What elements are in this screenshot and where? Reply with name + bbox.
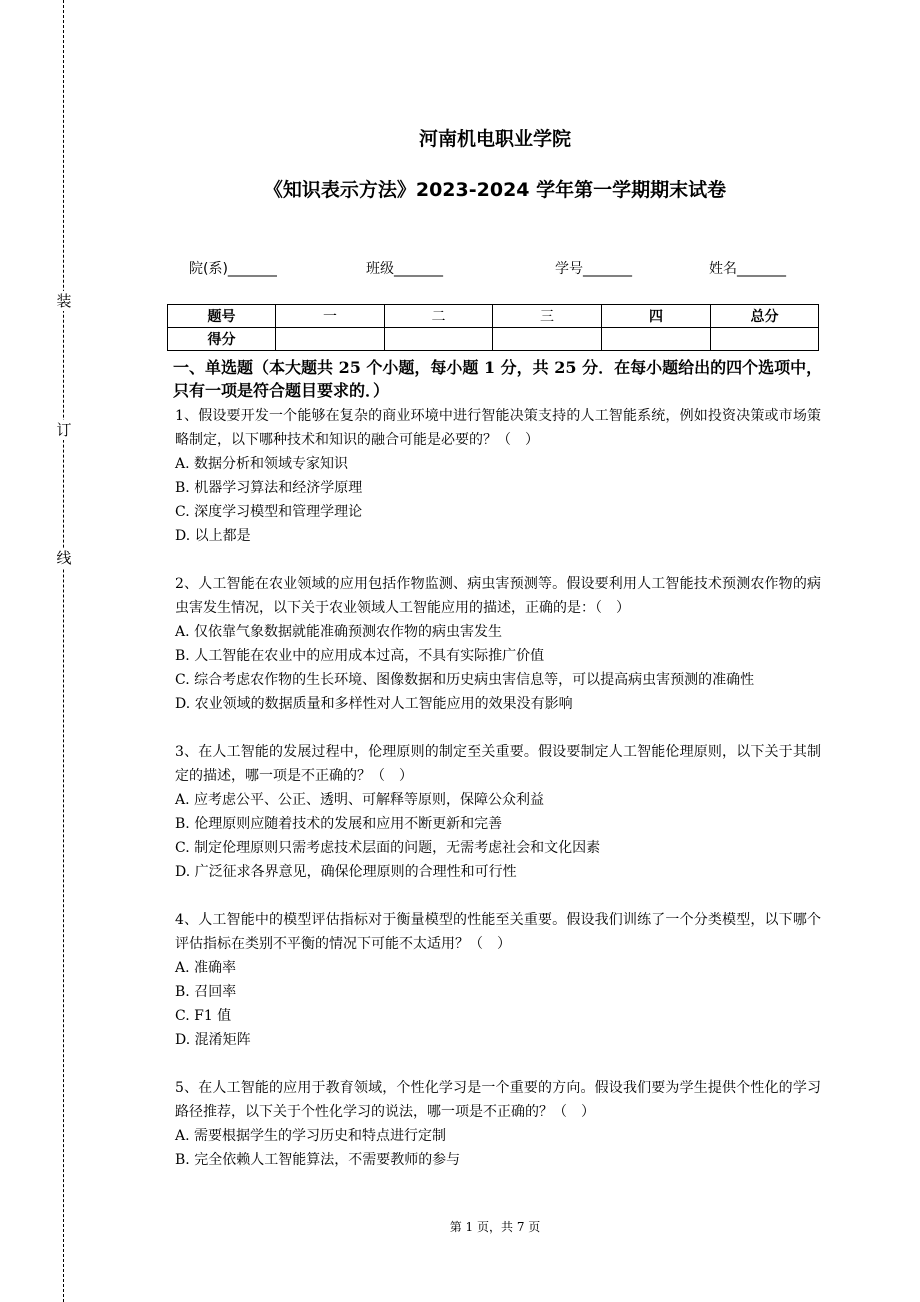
score-table-cell	[711, 328, 819, 351]
option-d: D. 混淆矩阵	[175, 1032, 251, 1048]
option-c: C. 综合考虑农作物的生长环境、图像数据和历史病虫害信息等，可以提高病虫害预测的准确性	[175, 672, 755, 688]
option-c: C. 制定伦理原则只需考虑技术层面的问题，无需考虑社会和文化因素	[175, 840, 601, 856]
option-d: D. 广泛征求各界意见，确保伦理原则的合理性和可行性	[175, 864, 517, 880]
option-c: C. F1 值	[175, 1008, 232, 1024]
score-table-cell	[276, 328, 385, 351]
option-b: B. 完全依赖人工智能算法，不需要教师的参与	[175, 1152, 461, 1168]
question-5	[175, 1076, 821, 1172]
option-d: D. 以上都是	[175, 528, 251, 544]
question-2	[175, 572, 821, 716]
question-3	[175, 740, 821, 884]
option-a: A. 仅依靠气象数据就能准确预测农作物的病虫害发生	[175, 624, 503, 640]
question-stem: 3、在人工智能的发展过程中，伦理原则的制定至关重要。假设要制定人工智能伦理原则，以下关于其制定的描述，哪一项是不正确的？（ ）	[175, 744, 821, 784]
option-c: C. 深度学习模型和管理学理论	[175, 504, 363, 520]
score-table-cell	[385, 328, 493, 351]
score-table	[167, 304, 819, 351]
score-table-cell: 四	[602, 305, 711, 328]
score-table-cell: 三	[493, 305, 602, 328]
option-b: B. 人工智能在农业中的应用成本过高，不具有实际推广价值	[175, 648, 545, 664]
question-stem: 4、人工智能中的模型评估指标对于衡量模型的性能至关重要。假设我们训练了一个分类模型，以下哪个评估指标在类别不平衡的情况下可能不太适用？（ ）	[175, 912, 821, 952]
score-table-cell	[602, 328, 711, 351]
score-table-cell: 总分	[711, 305, 819, 328]
score-table-cell: 题号	[168, 305, 276, 328]
option-b: B. 机器学习算法和经济学原理	[175, 480, 363, 496]
option-b: B. 召回率	[175, 984, 237, 1000]
question-stem: 5、在人工智能的应用于教育领域，个性化学习是一个重要的方向。假设我们要为学生提供个性化的学习路径推荐，以下关于个性化学习的说法，哪一项是不正确的？（ ）	[175, 1080, 821, 1120]
question-1	[175, 404, 821, 548]
binding-mark-ding: 订	[54, 420, 74, 440]
question-4	[175, 908, 821, 1052]
score-table-cell: 二	[385, 305, 493, 328]
exam-title: 《知识表示方法》2023-2024 学年第一学期期末试卷	[263, 179, 727, 201]
score-table-score-row	[168, 328, 819, 351]
question-stem: 2、人工智能在农业领域的应用包括作物监测、病虫害预测等。假设要利用人工智能技术预测农作物的病虫害发生情况，以下关于农业领域人工智能应用的描述，正确的是：（ ）	[175, 576, 821, 616]
option-b: B. 伦理原则应随着技术的发展和应用不断更新和完善	[175, 816, 503, 832]
page-footer: 第 1 页，共 7 页	[449, 1220, 541, 1234]
department-field: 院(系)_______	[189, 261, 277, 277]
class-field: 班级_______	[366, 261, 443, 277]
score-table-cell: 得分	[168, 328, 276, 351]
score-table-cell	[493, 328, 602, 351]
option-d: D. 农业领域的数据质量和多样性对人工智能应用的效果没有影响	[175, 696, 573, 712]
score-table-header-row	[168, 305, 819, 328]
score-table-cell: 一	[276, 305, 385, 328]
student-id-field: 学号_______	[555, 261, 632, 277]
option-a: A. 准确率	[175, 960, 237, 976]
school-name: 河南机电职业学院	[418, 128, 571, 150]
option-a: A. 应考虑公平、公正、透明、可解释等原则，保障公众利益	[175, 792, 545, 808]
binding-mark-zhuang: 装	[54, 291, 74, 311]
question-stem: 1、假设要开发一个能够在复杂的商业环境中进行智能决策支持的人工智能系统，例如投资决策或市场策略制定，以下哪种技术和知识的融合可能是必要的？（ ）	[175, 408, 821, 448]
option-a: A. 需要根据学生的学习历史和特点进行定制	[175, 1128, 447, 1144]
section-heading: 一、单选题（本大题共 25 个小题，每小题 1 分，共 25 分．在每小题给出的四个选项中，只有一项是符合题目要求的．）	[173, 358, 823, 400]
option-a: A. 数据分析和领域专家知识	[175, 456, 349, 472]
name-field: 姓名_______	[709, 261, 786, 277]
question-list	[175, 404, 821, 1196]
binding-mark-xian: 线	[54, 548, 74, 568]
